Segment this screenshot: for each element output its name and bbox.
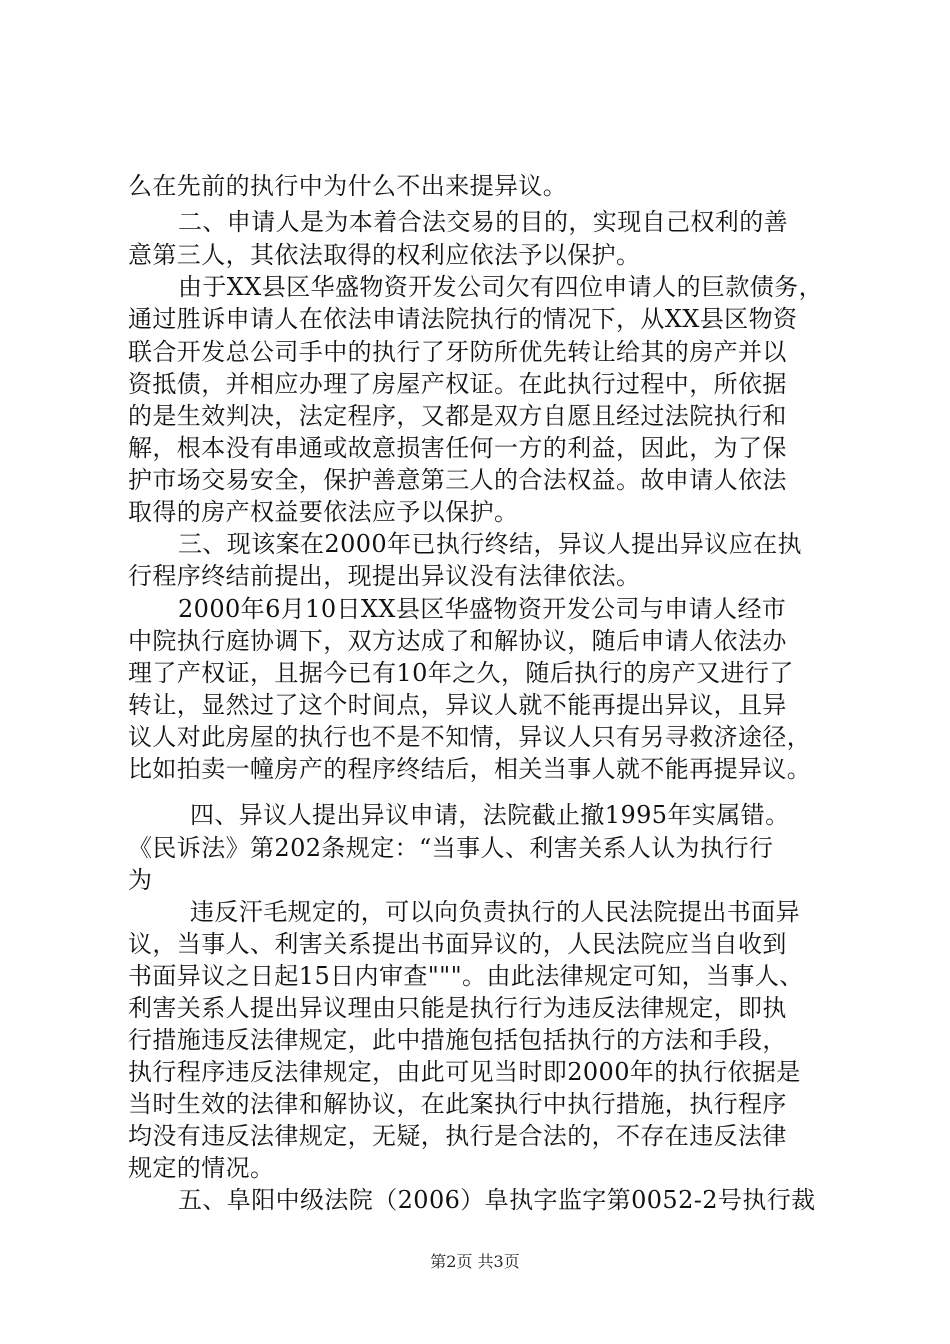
- text-line: 议，当事人、利害关系提出书面异议的，人民法院应当自收到: [128, 930, 787, 958]
- text-line: 五、阜阳中级法院（2006）阜执字监字第0052-2号执行裁: [178, 1186, 816, 1214]
- text-line: 取得的房产权益要依法应予以保护。: [128, 498, 519, 526]
- text-line: 执行程序违反法律规定，由此可见当时即2000年的执行依据是: [128, 1058, 801, 1086]
- text-line: 三、现该案在2000年已执行终结，异议人提出异议应在执: [178, 530, 802, 558]
- text-line: 《民诉法》第202条规定：“当事人、利害关系人认为执行行: [128, 834, 774, 862]
- text-line: 书面异议之日起15日内审查"""。由此法律规定可知，当事人、: [128, 962, 804, 990]
- page-number-footer: 第2页 共3页: [430, 1252, 520, 1271]
- text-line: 联合开发总公司手中的执行了牙防所优先转让给其的房产并以: [128, 338, 787, 366]
- text-line: 护市场交易安全，保护善意第三人的合法权益。故申请人依法: [128, 466, 787, 494]
- text-line: 当时生效的法律和解协议，在此案执行中执行措施，执行程序: [128, 1090, 787, 1118]
- text-line: 理了产权证，且据今已有10年之久，随后执行的房产又进行了: [128, 659, 794, 687]
- text-line: 二、申请人是为本着合法交易的目的，实现自己权利的善: [178, 208, 788, 236]
- text-line: 么在先前的执行中为什么不出来提异议。: [128, 172, 568, 200]
- text-line: 通过胜诉申请人在依法申请法院执行的情况下，从XX县区物资: [128, 305, 798, 333]
- text-line: 行程序终结前提出，现提出异议没有法律依法。: [128, 562, 641, 590]
- text-line: 议人对此房屋的执行也不是不知情，异议人只有另寻救济途径，: [128, 723, 812, 751]
- text-line: 利害关系人提出异议理由只能是执行行为违反法律规定，即执: [128, 994, 787, 1022]
- text-line: 中院执行庭协调下，双方达成了和解协议，随后申请人依法办: [128, 627, 787, 655]
- text-line: 解，根本没有串通或故意损害任何一方的利益，因此，为了保: [128, 434, 787, 462]
- text-line: 转让，显然过了这个时间点，异议人就不能再提出异议，且异: [128, 691, 787, 719]
- text-line: 2000年6月10日XX县区华盛物资开发公司与申请人经市: [178, 595, 787, 623]
- text-line: 规定的情况。: [128, 1154, 275, 1182]
- text-line: 资抵债，并相应办理了房屋产权证。在此执行过程中，所依据: [128, 370, 787, 398]
- text-line: 行措施违反法律规定，此中措施包括包括执行的方法和手段，: [128, 1026, 787, 1054]
- text-line: 违反汗毛规定的，可以向负责执行的人民法院提出书面异: [190, 898, 800, 926]
- text-line: 比如拍卖一幢房产的程序终结后，相关当事人就不能再提异议。: [128, 755, 812, 783]
- text-line: 四、异议人提出异议申请，法院截止撤1995年实属错。: [190, 801, 790, 829]
- text-line: 为: [128, 866, 153, 894]
- text-line: 意第三人，其依法取得的权利应依法予以保护。: [128, 241, 641, 269]
- text-line: 由于XX县区华盛物资开发公司欠有四位申请人的巨款债务，: [178, 273, 823, 301]
- text-line: 均没有违反法律规定，无疑，执行是合法的，不存在违反法律: [128, 1122, 787, 1150]
- text-line: 的是生效判决，法定程序，又都是双方自愿且经过法院执行和: [128, 402, 787, 430]
